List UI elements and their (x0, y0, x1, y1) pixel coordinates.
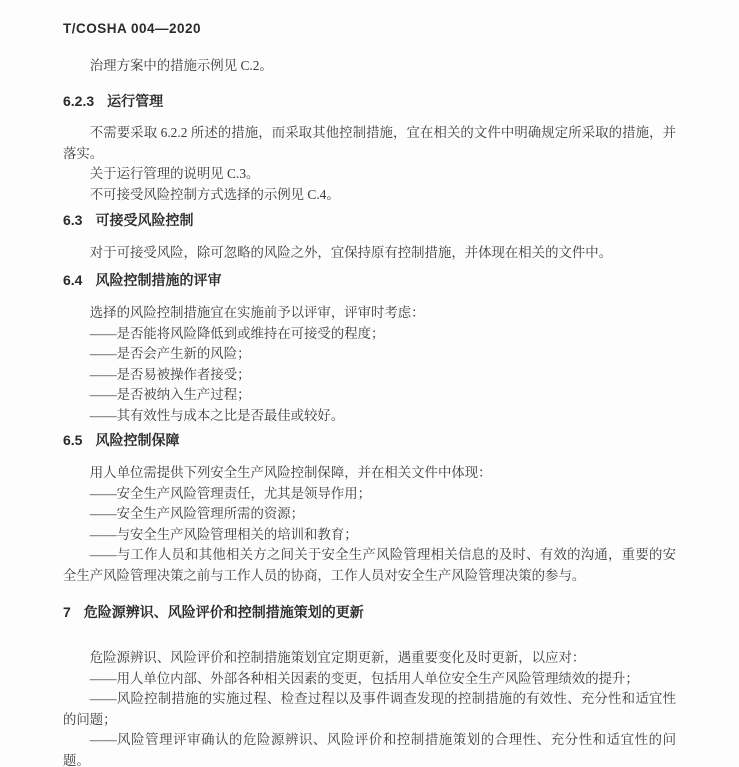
heading-number: 6.2.3 (63, 92, 95, 109)
heading-6-5 (63, 433, 676, 448)
heading-title: 危险源辨识、风险评价和控制措施策划的更新 (83, 604, 364, 620)
paragraph: 关于运行管理的说明见 C.3。 (89, 166, 260, 181)
dash-list-item: ——风险管理评审确认的危险源辨识、风险评价和控制措施策划的合理性、充分性和适宜性的问题。 (63, 732, 676, 767)
heading-number: 6.4 (63, 272, 83, 288)
heading-number: 7 (63, 604, 71, 620)
heading-title: 风险控制保障 (95, 432, 180, 448)
dash-list-item: ——与工作人员和其他相关方之间关于安全生产风险管理相关信息的及时、有效的沟通，重要的安全生产风险管理决策之前与工作人员的协商，工作人员对安全生产风险管理决策的参与。 (63, 547, 676, 583)
heading-6-3 (63, 213, 676, 228)
paragraph: 对于可接受风险，除可忽略的风险之外，宜保持原有控制措施，并体现在相关的文件中。 (89, 245, 613, 260)
dash-list-item: ——安全生产风险管理所需的资源； (89, 506, 305, 521)
dash-list-item: ——风险控制措施的实施过程、检查过程以及事件调查发现的控制措施的有效性、充分性和适宜性的问题； (63, 691, 676, 727)
heading-title: 运行管理 (107, 92, 164, 109)
heading-number: 6.3 (63, 212, 83, 228)
heading-title: 风险控制措施的评审 (95, 272, 222, 288)
heading-6-2-3 (63, 94, 676, 109)
dash-list-item: ——安全生产风险管理责任，尤其是领导作用； (89, 485, 371, 501)
dash-list-item: ——是否易被操作者接受； (89, 366, 251, 382)
dash-list-item: ——是否能将风险降低到或维持在可接受的程度； (89, 325, 385, 341)
paragraph: 用人单位需提供下列安全生产风险控制保障，并在相关文件中体现： (89, 465, 492, 480)
dash-list-item: ——是否被纳入生产过程； (89, 387, 251, 402)
dash-list-item: ——是否会产生新的风险； (89, 346, 251, 361)
dash-list-item: ——其有效性与成本之比是否最佳或较好。 (89, 407, 345, 423)
paragraph: 不需要采取 6.2.2 所述的措施，而采取其他控制措施，宜在相关的文件中明确规定所采取的措施，并落实。 (63, 125, 676, 161)
dash-list-item: ——用人单位内部、外部各种相关因素的变更，包括用人单位安全生产风险管理绩效的提升； (89, 670, 639, 686)
paragraph: 不可接受风险控制方式选择的示例见 C.4。 (89, 186, 340, 202)
dash-list-item: ——与安全生产风险管理相关的培训和教育； (89, 526, 358, 542)
paragraph: 选择的风险控制措施宜在实施前予以评审，评审时考虑： (89, 305, 425, 320)
doc-number-header: T/COSHA 004—2020 (63, 21, 202, 36)
heading-title: 可接受风险控制 (95, 212, 194, 228)
heading-number: 6.5 (63, 432, 83, 448)
intro-paragraph: 治理方案中的措施示例见 C.2。 (89, 58, 273, 73)
heading-6-4 (63, 273, 676, 288)
heading-7 (63, 605, 676, 620)
paragraph: 危险源辨识、风险评价和控制措施策划宜定期更新，遇重要变化及时更新，以应对： (89, 650, 586, 665)
